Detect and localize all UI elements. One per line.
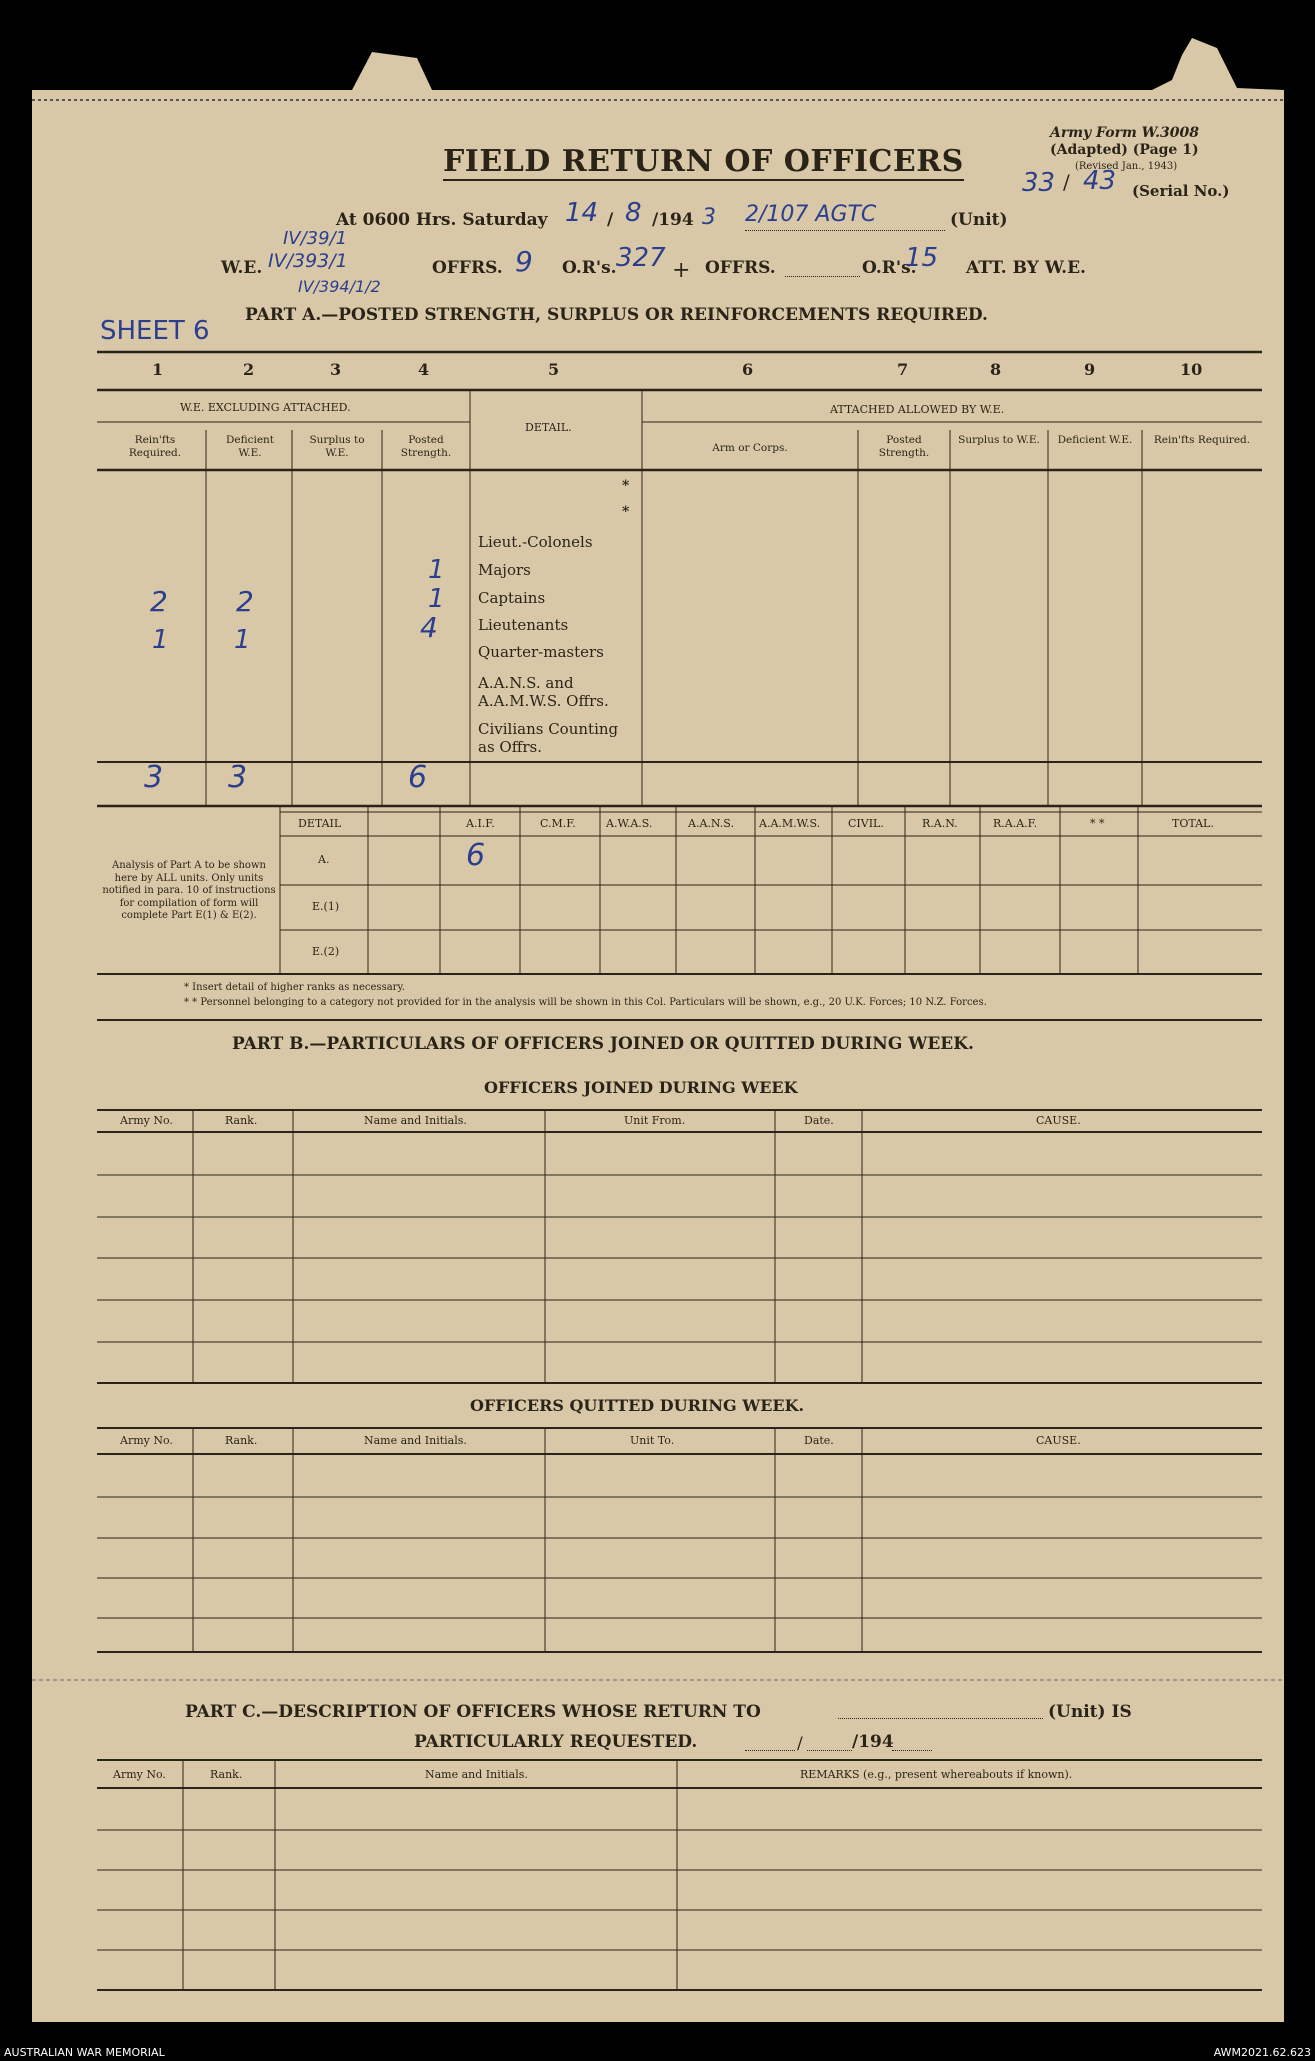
unit-hw: 2/107 AGTC <box>745 202 877 227</box>
footnote-1: * Insert detail of higher ranks as necessary. <box>184 982 405 993</box>
col-number: 3 <box>330 360 342 379</box>
army-form-number: Army Form W.3008 <box>1050 125 1200 141</box>
hw-c4-lieutenants: 4 <box>420 611 438 644</box>
quitted-head-rank: Rank. <box>225 1434 258 1447</box>
date-year-suffix-hw: 3 <box>702 205 716 230</box>
joined-title: OFFICERS JOINED DURING WEEK <box>484 1078 798 1097</box>
rank-qm: Quarter-masters <box>478 643 604 661</box>
we-hw-3: IV/394/1/2 <box>298 277 381 296</box>
partc-head-name: Name and Initials. <box>425 1768 528 1781</box>
we-label: W.E. <box>221 258 263 278</box>
quitted-head-date: Date. <box>804 1434 834 1447</box>
analysis-head-civil: CIVIL. <box>848 817 884 830</box>
col-number: 2 <box>243 360 255 379</box>
serial-label: (Serial No.) <box>1132 182 1230 200</box>
att-label: ATT. BY W.E. <box>966 258 1086 278</box>
col-number: 4 <box>418 360 430 379</box>
time-label: At 0600 Hrs. Saturday <box>336 210 548 230</box>
col-number: 6 <box>742 360 754 379</box>
analysis-head-total: TOTAL. <box>1172 817 1214 830</box>
hw-c4-captains: 1 <box>428 584 445 614</box>
archive-reference: AWM2021.62.623 <box>1213 2046 1311 2059</box>
we-hw-2: IV/393/1 <box>268 250 348 272</box>
head-reinfts: Rein'fts Required. <box>128 434 182 460</box>
star-marker: * <box>622 504 630 520</box>
offrs-label: OFFRS. <box>432 258 503 278</box>
archive-credit: AUSTRALIAN WAR MEMORIAL <box>4 2046 165 2059</box>
head-surplus: Surplus to W.E. <box>309 434 365 460</box>
joined-head-rank: Rank. <box>225 1114 258 1127</box>
hw-c2-lieutenants: 1 <box>234 625 251 655</box>
page-title: FIELD RETURN OF OFFICERS <box>443 144 964 179</box>
star-marker: * <box>622 478 630 494</box>
footnote-2: * * Personnel belonging to a category not provided for in the analysis will be shown in this Col. Particulars will be shown, e.g., 20 U.K. Forces; 10 N.Z. Forces. <box>184 997 987 1008</box>
ors2-hw: 15 <box>905 243 939 273</box>
analysis-head-other: * * <box>1090 817 1105 830</box>
sheet-hw: SHEET 6 <box>100 316 210 346</box>
head-deficient: Deficient W.E. <box>225 434 275 460</box>
analysis-head-raaf: R.A.A.F. <box>993 817 1038 830</box>
quitted-title: OFFICERS QUITTED DURING WEEK. <box>470 1396 805 1415</box>
offrs-hw: 9 <box>515 245 533 278</box>
unit-label: (Unit) <box>950 210 1008 230</box>
col-number: 10 <box>1180 360 1203 379</box>
part-b-title: PART B.—PARTICULARS OF OFFICERS JOINED OR QUITTED DURING WEEK. <box>232 1034 974 1054</box>
revised-label: (Revised Jan., 1943) <box>1075 161 1178 172</box>
serial-hw-a: 33 <box>1022 168 1056 198</box>
quitted-head-unit: Unit To. <box>630 1434 675 1447</box>
plus-sign: + <box>672 258 691 283</box>
col-number: 9 <box>1084 360 1096 379</box>
detail-header: DETAIL. <box>525 421 572 434</box>
joined-head-date: Date. <box>804 1114 834 1127</box>
hw-total-c2: 3 <box>228 760 248 795</box>
quitted-head-name: Name and Initials. <box>364 1434 467 1447</box>
hw-c2-captains: 2 <box>236 585 254 618</box>
serial-hw-b: 43 <box>1083 166 1117 196</box>
quitted-head-armyno: Army No. <box>120 1434 173 1447</box>
ors-hw: 327 <box>616 243 666 273</box>
head-posted: Posted Strength. <box>400 434 452 460</box>
rank-lieutenants: Lieutenants <box>478 616 569 634</box>
analysis-head-aamws: A.A.M.W.S. <box>759 817 821 830</box>
torn-top-edge <box>32 30 1284 115</box>
joined-head-unit: Unit From. <box>624 1114 686 1127</box>
col-number: 1 <box>152 360 164 379</box>
analysis-head-aans: A.A.N.S. <box>688 817 734 830</box>
ors2-label: O.R's. <box>862 258 917 278</box>
hw-total-c1: 3 <box>144 760 164 795</box>
ors-label: O.R's. <box>562 258 617 278</box>
head-surplus-right: Surplus to W.E. <box>958 434 1040 446</box>
rank-lt-col: Lieut.-Colonels <box>478 533 593 551</box>
head-deficient-right: Deficient W.E. <box>1057 434 1133 446</box>
rank-captains: Captains <box>478 589 546 607</box>
we-hw-1: IV/39/1 <box>283 228 348 249</box>
head-posted-right: Posted Strength. <box>878 434 930 460</box>
part-a-title: PART A.—POSTED STRENGTH, SURPLUS OR REINFORCEMENTS REQUIRED. <box>245 305 988 325</box>
joined-head-armyno: Army No. <box>120 1114 173 1127</box>
attached-allowed-header: ATTACHED ALLOWED BY W.E. <box>830 403 1005 416</box>
analysis-head-aif: A.I.F. <box>466 817 495 830</box>
analysis-head-cmf: C.M.F. <box>540 817 576 830</box>
rank-majors: Majors <box>478 561 531 579</box>
adapted-label: (Adapted) (Page 1) <box>1050 142 1199 158</box>
analysis-row-e1: E.(1) <box>312 900 340 913</box>
hw-c1-lieutenants: 1 <box>152 625 169 655</box>
analysis-head-ran: R.A.N. <box>922 817 958 830</box>
form-paper <box>32 30 1284 2022</box>
hw-aif-a: 6 <box>466 838 486 873</box>
part-c-title-c: PARTICULARLY REQUESTED. <box>414 1732 698 1752</box>
joined-head-cause: CAUSE. <box>1036 1114 1081 1127</box>
rank-civilians: Civilians Counting as Offrs. <box>478 720 619 756</box>
hw-c1-captains: 2 <box>150 585 168 618</box>
partc-head-armyno: Army No. <box>113 1768 166 1781</box>
analysis-row-a: A. <box>318 853 330 866</box>
analysis-row-e2: E.(2) <box>312 945 340 958</box>
analysis-head-awas: A.W.A.S. <box>606 817 653 830</box>
we-excluding-header: W.E. EXCLUDING ATTACHED. <box>180 401 351 414</box>
hw-total-c4: 6 <box>408 760 428 795</box>
part-c-title-d: /194 <box>852 1732 894 1752</box>
analysis-head-detail: DETAIL <box>298 817 342 830</box>
joined-head-name: Name and Initials. <box>364 1114 467 1127</box>
partc-head-rank: Rank. <box>210 1768 243 1781</box>
partc-head-remarks: REMARKS (e.g., present whereabouts if known). <box>800 1768 1073 1781</box>
part-c-title-b: (Unit) IS <box>1048 1702 1132 1722</box>
head-reinfts-right: Rein'fts Required. <box>1153 434 1251 446</box>
quitted-head-cause: CAUSE. <box>1036 1434 1081 1447</box>
head-arm-corps: Arm or Corps. <box>712 442 788 454</box>
part-c-title-a: PART C.—DESCRIPTION OF OFFICERS WHOSE RETURN TO <box>185 1702 761 1722</box>
offrs2-label: OFFRS. <box>705 258 776 278</box>
col-number: 7 <box>897 360 909 379</box>
col-number: 5 <box>548 360 560 379</box>
hw-c4-majors: 1 <box>428 555 445 585</box>
analysis-note: Analysis of Part A to be shown here by ALL units. Only units notified in para. 10 of instructions for compilation of form will complete Part E(1) & E(2). <box>102 860 276 921</box>
date-year-prefix: /194 <box>652 210 694 230</box>
date-day-hw: 14 <box>565 198 599 228</box>
col-number: 8 <box>990 360 1002 379</box>
date-month-hw: 8 <box>625 198 642 228</box>
rank-aans: A.A.N.S. and A.A.M.W.S. Offrs. <box>478 674 609 710</box>
